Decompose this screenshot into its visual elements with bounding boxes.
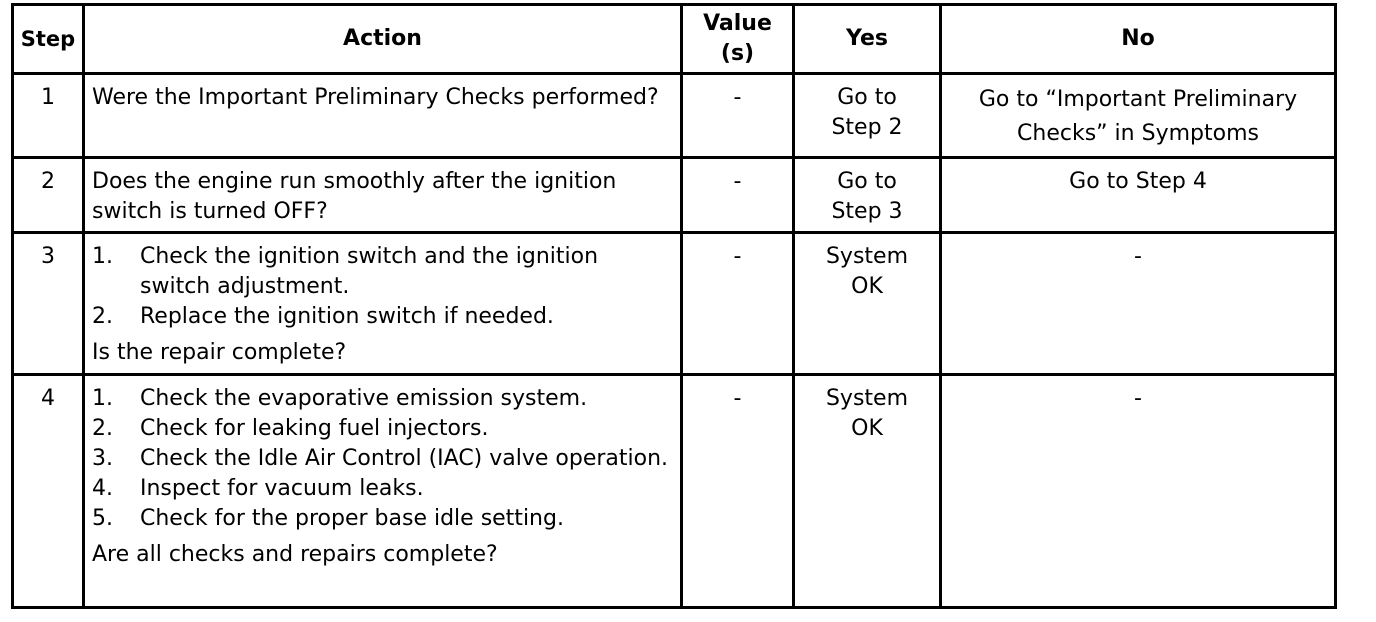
header-action: Action <box>85 6 683 75</box>
action-question: Is the repair complete? <box>92 340 347 365</box>
step-number: 2 <box>14 159 85 234</box>
list-item <box>92 504 672 534</box>
action-list <box>92 242 672 332</box>
value-cell: - <box>683 376 795 606</box>
action-text: Were the Important Preliminary Checks performed? <box>85 75 683 159</box>
table-row <box>14 376 1334 606</box>
list-item-text: Check the Idle Air Control (IAC) valve operation. <box>140 446 669 471</box>
list-item-text: Replace the ignition switch if needed. <box>140 304 554 329</box>
no-cell: - <box>1134 386 1142 411</box>
list-item-number: 2. <box>92 416 113 441</box>
action-list <box>92 384 672 534</box>
no-cell: Go to “Important Preliminary Checks” in Symptoms <box>942 75 1334 159</box>
header-step: Step <box>14 6 85 75</box>
list-item-text: Check for leaking fuel injectors. <box>140 416 489 441</box>
no-cell: - <box>942 234 1334 376</box>
action-cell <box>85 376 683 606</box>
header-no: No <box>942 6 1334 75</box>
step-number: 4 <box>14 376 85 606</box>
list-item <box>92 474 672 504</box>
list-item-number: 1. <box>92 244 113 269</box>
list-item <box>92 414 672 444</box>
table-row <box>14 234 1334 376</box>
yes-cell: System OK <box>795 234 942 376</box>
diagnostic-table <box>11 3 1337 609</box>
value-cell: - <box>683 75 795 159</box>
list-item-number: 2. <box>92 304 113 329</box>
list-item <box>92 444 672 474</box>
value-cell: - <box>683 159 795 234</box>
list-item-text: Inspect for vacuum leaks. <box>140 476 424 501</box>
step-number: 1 <box>14 75 85 159</box>
list-item-number: 5. <box>92 506 113 531</box>
list-item <box>92 302 672 332</box>
yes-cell: Go to Step 3 <box>795 159 942 234</box>
list-item-number: 4. <box>92 476 113 501</box>
yes-cell: Go to Step 2 <box>795 75 942 159</box>
list-item-number: 3. <box>92 446 113 471</box>
action-text: Does the engine run smoothly after the ignition switch is turned OFF? <box>85 159 683 234</box>
step-number: 3 <box>14 234 85 376</box>
yes-cell: System OK <box>795 376 942 606</box>
header-value: Value (s) <box>683 6 795 75</box>
header-row <box>14 6 1334 75</box>
list-item <box>92 242 672 302</box>
no-cell: Go to Step 4 <box>942 159 1334 234</box>
value-cell: - <box>683 234 795 376</box>
list-item-text: Check for the proper base idle setting. <box>140 506 564 531</box>
list-item <box>92 384 672 414</box>
list-item-text: Check the evaporative emission system. <box>140 386 588 411</box>
table-row <box>14 75 1334 159</box>
action-question: Are all checks and repairs complete? <box>92 542 498 567</box>
list-item-number: 1. <box>92 386 113 411</box>
header-yes: Yes <box>795 6 942 75</box>
table-row <box>14 159 1334 234</box>
list-item-text: Check the ignition switch and the ignition switch adjustment. <box>140 244 599 299</box>
action-cell <box>85 234 683 376</box>
